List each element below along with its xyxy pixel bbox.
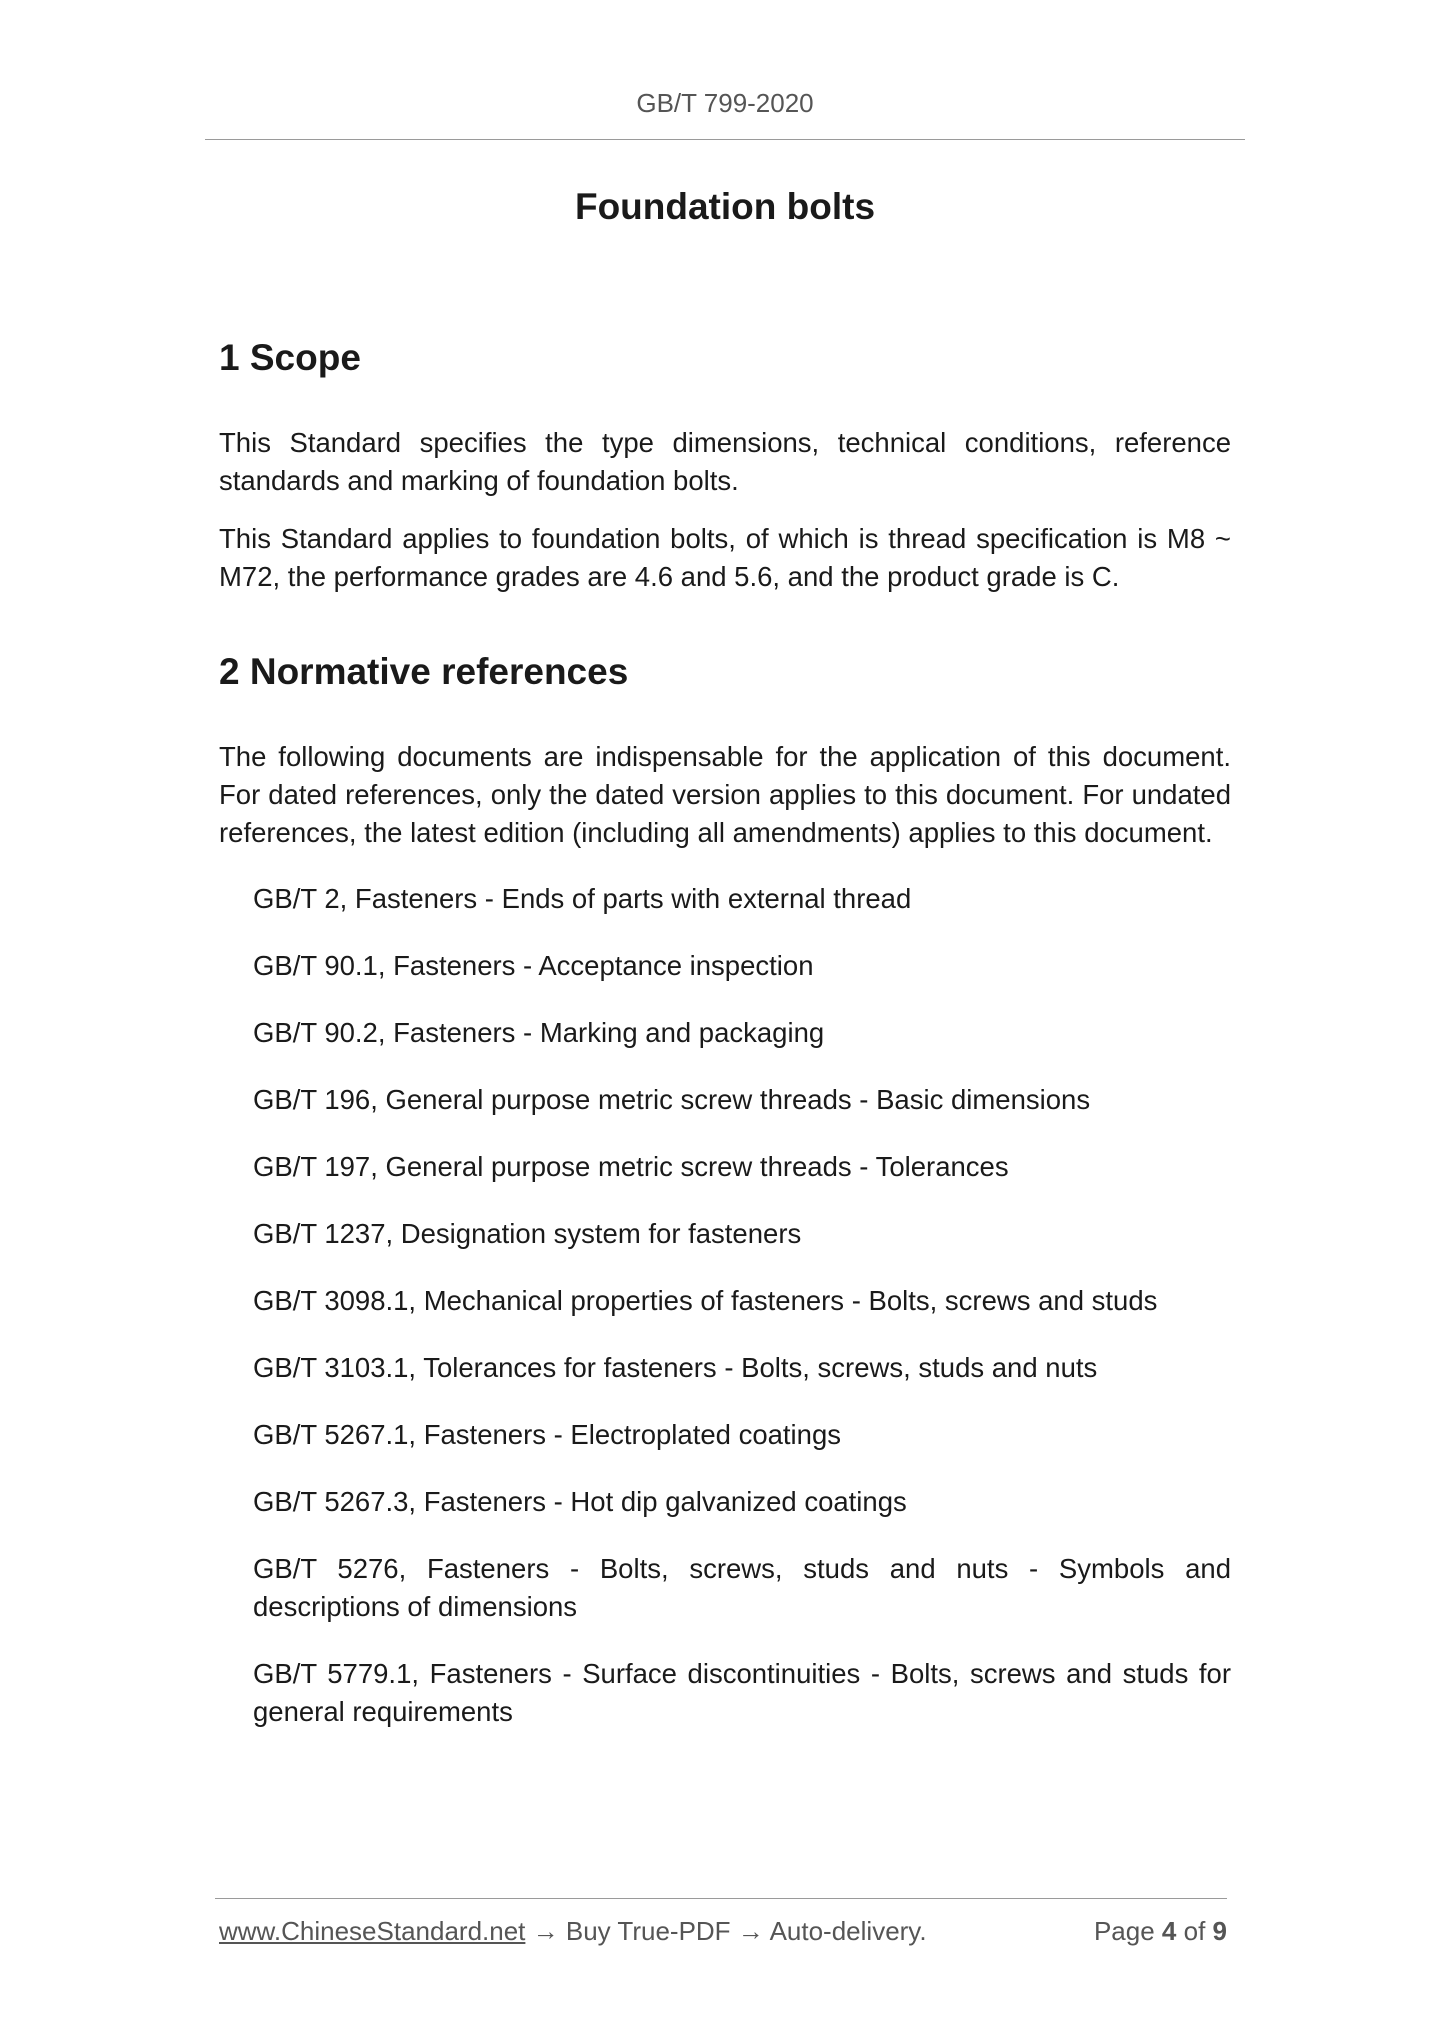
reference-item: GB/T 197, General purpose metric screw threads - Tolerances <box>253 1151 1009 1182</box>
reference-item: GB/T 5779.1, Fasteners - Surface discontinuities - Bolts, screws and studs for general requirements <box>253 1658 1231 1727</box>
page-label: Page <box>1093 1916 1155 1946</box>
page-of-label: of <box>1183 1916 1206 1946</box>
page-total: 9 <box>1212 1916 1227 1946</box>
reference-item: GB/T 90.1, Fasteners - Acceptance inspection <box>253 950 814 981</box>
document-title: Foundation bolts <box>574 186 876 227</box>
reference-item: GB/T 196, General purpose metric screw threads - Basic dimensions <box>253 1084 1091 1115</box>
page-footer <box>219 1916 1227 1947</box>
section-heading-normative-references: 2 Normative references <box>219 651 629 692</box>
reference-item: GB/T 3098.1, Mechanical properties of fasteners - Bolts, screws and studs <box>253 1285 1158 1316</box>
document-body <box>219 334 1231 1760</box>
running-header: GB/T 799-2020 <box>636 88 814 118</box>
reference-item: GB/T 2, Fasteners - Ends of parts with external thread <box>253 883 912 914</box>
reference-item: GB/T 5267.3, Fasteners - Hot dip galvanized coatings <box>253 1486 907 1517</box>
page-indicator <box>1094 1916 1227 1947</box>
website-link[interactable]: www.ChineseStandard.net <box>219 1916 526 1946</box>
scope-paragraph-2: This Standard applies to foundation bolts, of which is thread specification is M8 ~ M72, the performance grades are 4.6 and 5.6, and the product grade is C. <box>219 523 1231 592</box>
header-divider <box>205 139 1245 140</box>
reference-item: GB/T 90.2, Fasteners - Marking and packaging <box>253 1017 825 1048</box>
footer-divider <box>215 1898 1227 1899</box>
reference-item: GB/T 1237, Designation system for fasteners <box>253 1218 802 1249</box>
reference-item: GB/T 5267.1, Fasteners - Electroplated coatings <box>253 1419 842 1450</box>
footer-tagline: → Buy True-PDF → Auto-delivery. <box>525 1916 927 1946</box>
references-intro: The following documents are indispensable for the application of this document. For dated references, only the dated version applies to this document. For undated references, the latest edition (including all amendments) applies to this document. <box>219 741 1231 848</box>
reference-item: GB/T 5276, Fasteners - Bolts, screws, studs and nuts - Symbols and descriptions of dimensions <box>253 1553 1231 1622</box>
scope-paragraph-1: This Standard specifies the type dimensions, technical conditions, reference standards and marking of foundation bolts. <box>219 427 1231 496</box>
reference-list <box>219 880 1231 1731</box>
reference-item: GB/T 3103.1, Tolerances for fasteners - Bolts, screws, studs and nuts <box>253 1352 1098 1383</box>
section-heading-scope: 1 Scope <box>219 337 361 378</box>
page-current: 4 <box>1161 1916 1177 1946</box>
